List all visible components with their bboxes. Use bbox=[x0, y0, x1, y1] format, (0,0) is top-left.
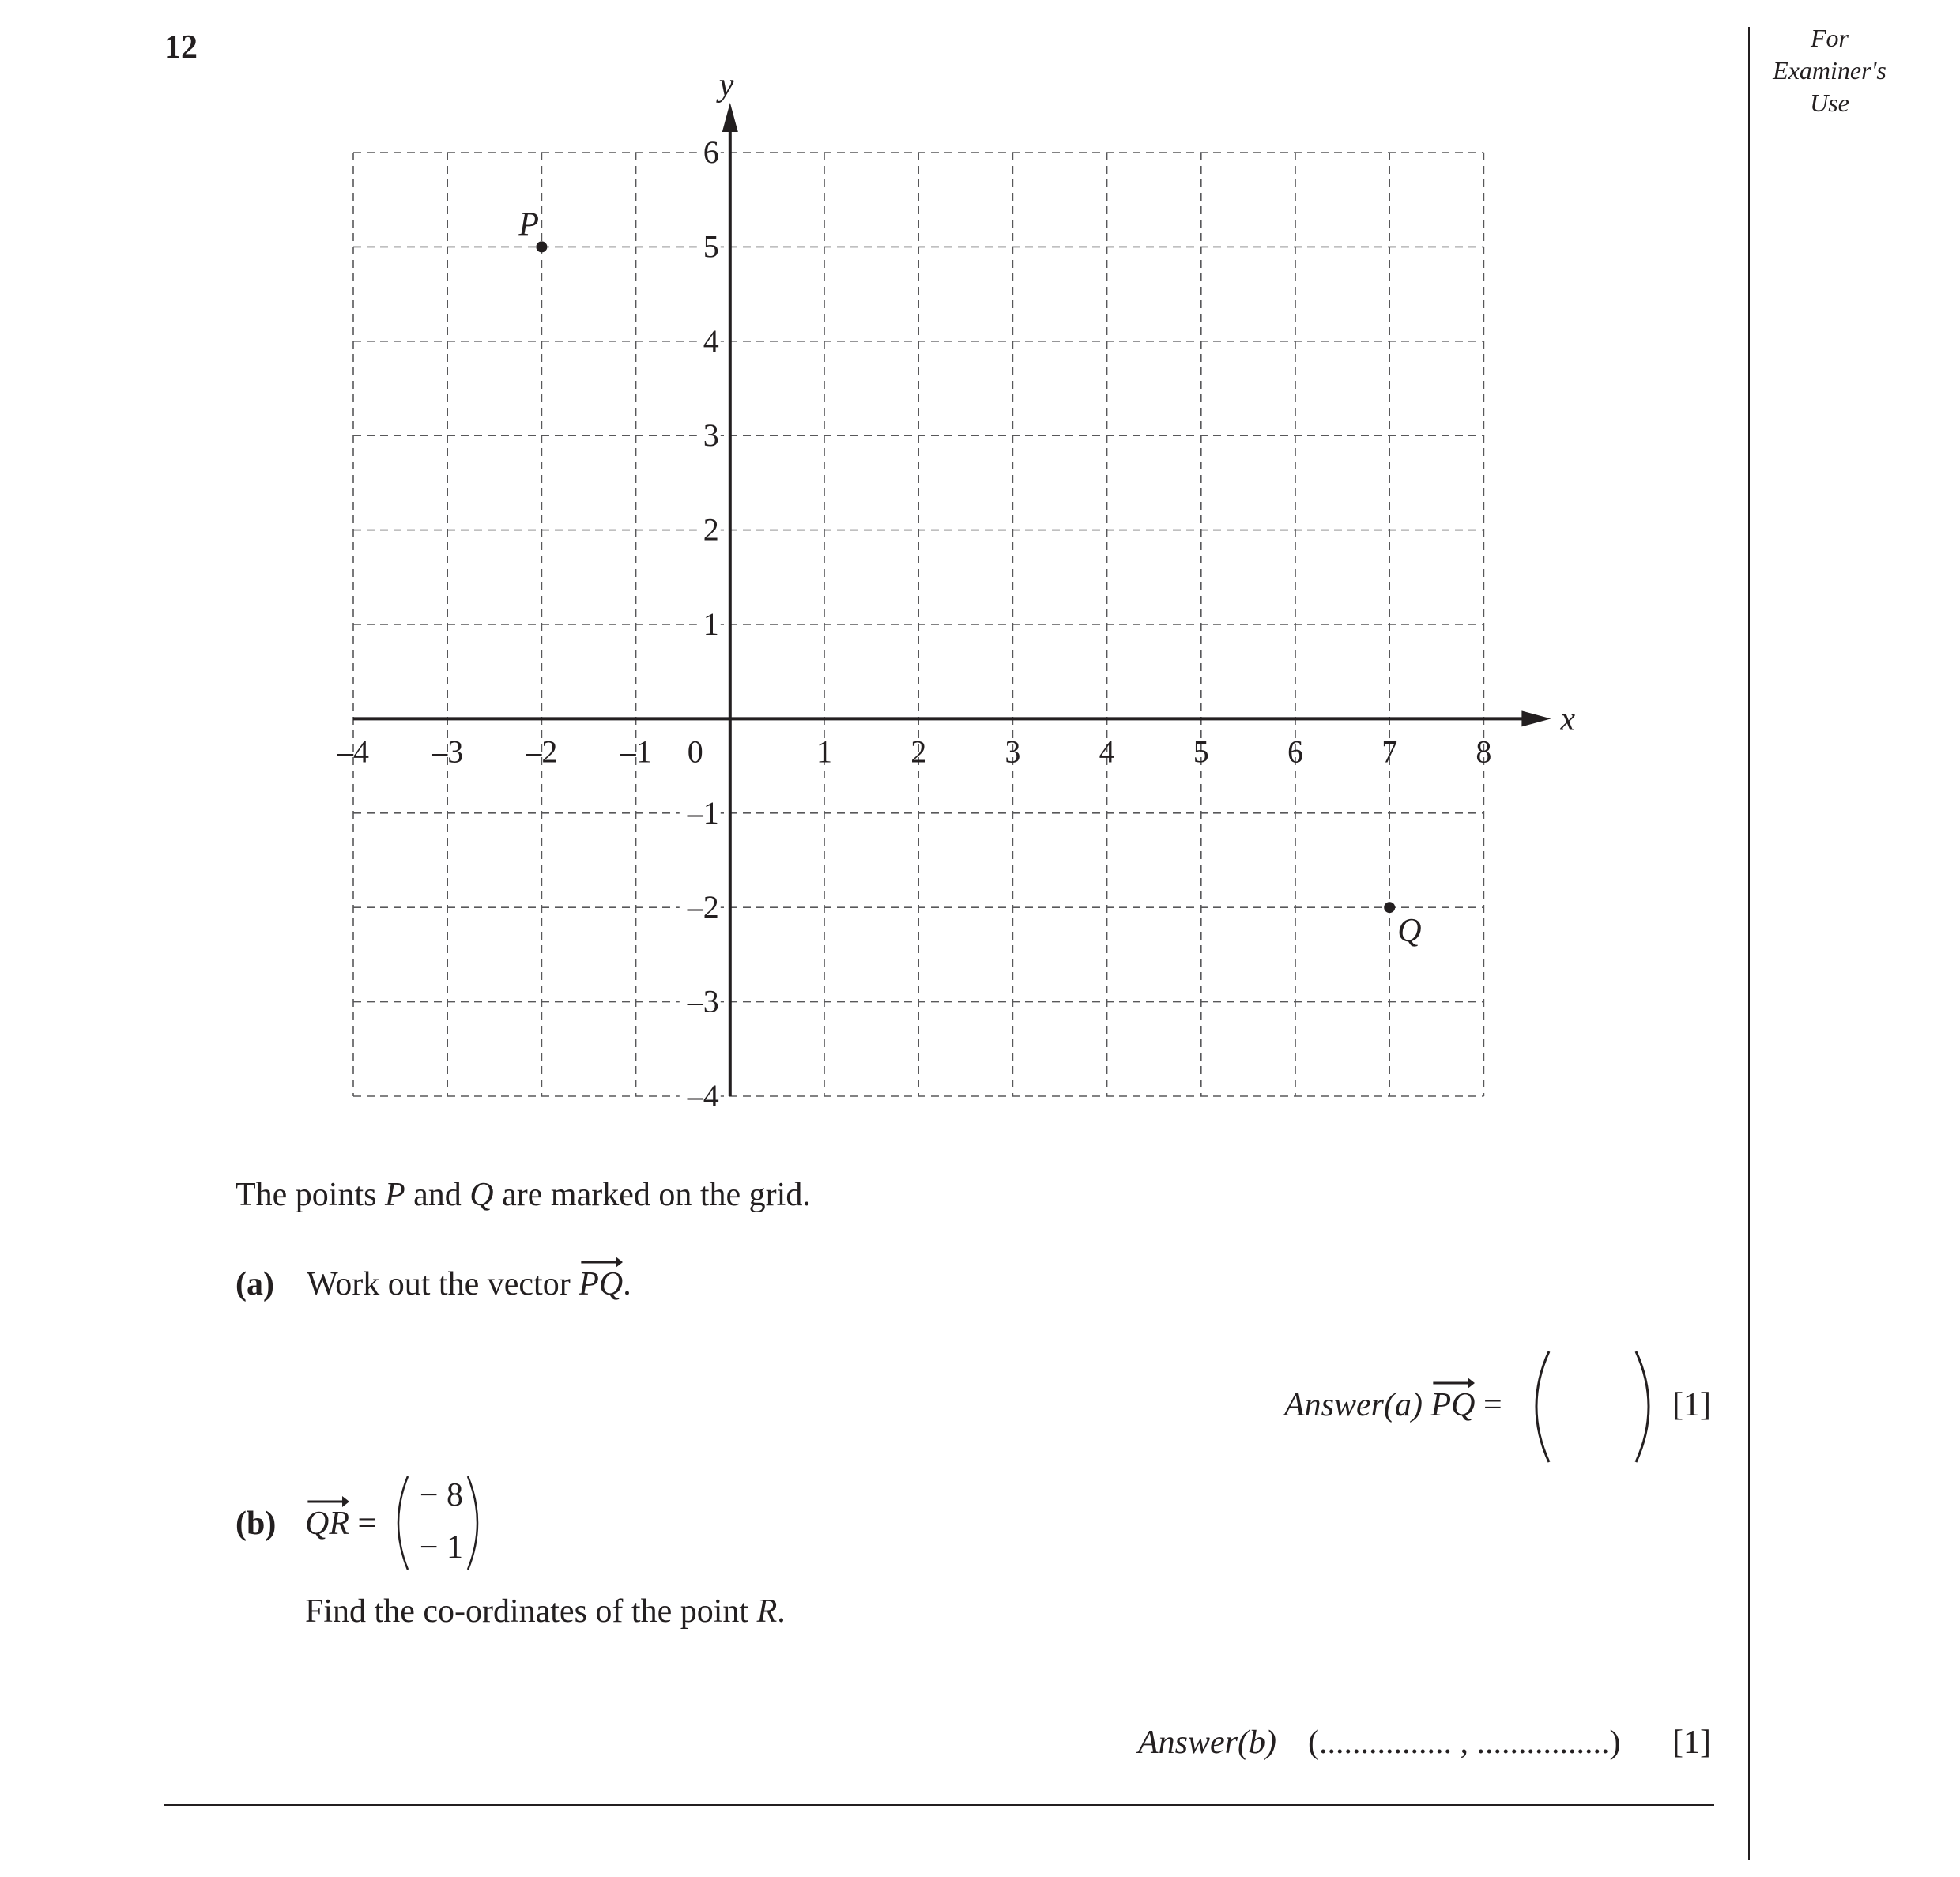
y-tick-label: –2 bbox=[687, 889, 719, 925]
y-axis-label: y bbox=[718, 67, 734, 104]
point-q bbox=[1384, 902, 1395, 913]
answer-a: Answer(a) PQ = bbox=[1284, 1389, 1502, 1422]
answer-b-blank[interactable]: (................ , ................) bbox=[1308, 1724, 1621, 1761]
x-tick-label: –2 bbox=[526, 733, 558, 770]
point-label-p: P bbox=[518, 206, 540, 243]
tick-labels bbox=[337, 134, 1491, 1114]
vector-pq-answer: PQ bbox=[1430, 1389, 1475, 1422]
point-label-q: Q bbox=[1397, 913, 1422, 950]
y-tick-label: –1 bbox=[687, 794, 719, 831]
intro-sentence: The points P and Q are marked on the grid. bbox=[236, 1177, 811, 1213]
examiner-line-3: Use bbox=[1810, 89, 1849, 117]
x-tick-label: 7 bbox=[1381, 733, 1398, 770]
y-tick-label: 4 bbox=[703, 322, 719, 359]
vector-qr: QR bbox=[305, 1507, 349, 1540]
part-a-question: Work out the vector PQ. bbox=[307, 1268, 631, 1301]
answer-a-blank-vector[interactable] bbox=[1525, 1344, 1660, 1470]
column-vector-bottom: − 1 bbox=[419, 1529, 463, 1566]
y-axis-arrow bbox=[722, 103, 738, 132]
y-tick-label: –3 bbox=[687, 983, 719, 1020]
y-tick-label: 1 bbox=[703, 606, 719, 642]
x-tick-label: 6 bbox=[1287, 733, 1303, 770]
y-tick-label: –4 bbox=[687, 1078, 719, 1114]
x-tick-label: 5 bbox=[1193, 733, 1209, 770]
part-b-label: (b) bbox=[236, 1506, 277, 1542]
part-b-question: Find the co-ordinates of the point R. bbox=[305, 1593, 786, 1630]
gridlines bbox=[353, 153, 1483, 1096]
x-axis-arrow bbox=[1521, 710, 1551, 726]
y-tick-label: 3 bbox=[703, 417, 719, 454]
x-tick-label: 8 bbox=[1476, 733, 1492, 770]
plotted-points bbox=[518, 206, 1421, 949]
x-tick-label: 1 bbox=[816, 733, 832, 770]
y-tick-label: 5 bbox=[703, 228, 719, 265]
part-b-vector-statement: QR = bbox=[305, 1507, 376, 1540]
part-b-marks: [1] bbox=[1672, 1724, 1711, 1761]
point-p bbox=[536, 241, 547, 252]
bottom-rule bbox=[164, 1804, 1714, 1806]
x-axis-label: x bbox=[1560, 701, 1576, 738]
examiner-line-2: Examiner's bbox=[1773, 56, 1886, 85]
x-tick-label: 3 bbox=[1004, 733, 1021, 770]
x-tick-label: 0 bbox=[687, 733, 703, 770]
x-tick-label: 2 bbox=[910, 733, 927, 770]
vector-pq: PQ bbox=[579, 1268, 623, 1301]
part-a-label: (a) bbox=[236, 1266, 274, 1302]
column-vector-top: − 8 bbox=[419, 1477, 463, 1513]
part-a-marks: [1] bbox=[1672, 1387, 1711, 1423]
page-number: 12 bbox=[164, 29, 198, 66]
answer-b-label: Answer(b) bbox=[1138, 1724, 1276, 1761]
y-tick-label: 2 bbox=[703, 511, 719, 548]
x-tick-label: –3 bbox=[432, 733, 464, 770]
examiner-line-1: For bbox=[1811, 24, 1849, 52]
x-tick-label: 4 bbox=[1099, 733, 1115, 770]
x-tick-label: –1 bbox=[620, 733, 652, 770]
y-tick-label: 6 bbox=[703, 134, 719, 170]
x-tick-label: –4 bbox=[337, 733, 369, 770]
